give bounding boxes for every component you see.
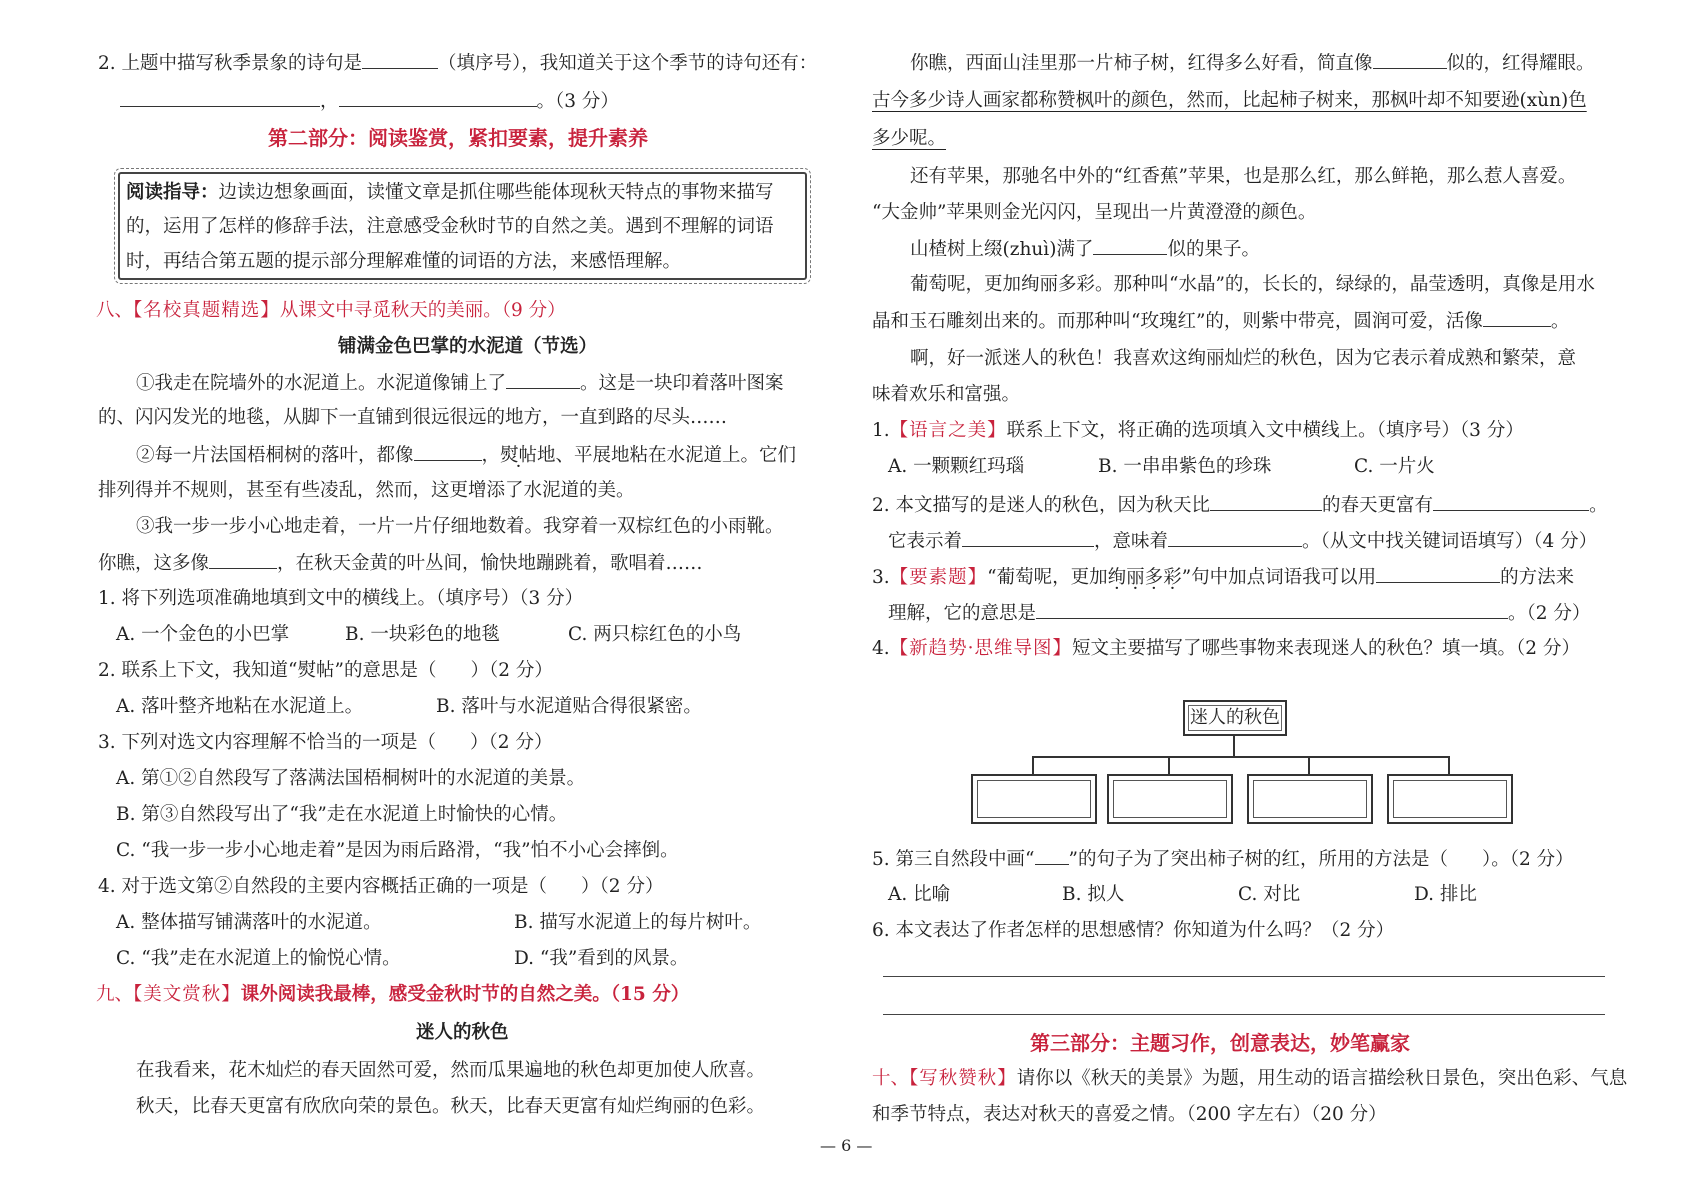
r-p7-line2: 味着欢乐和富强。	[872, 384, 1021, 405]
q8-s3a: 3. 下列对选文内容理解不恰当的一项是（	[98, 732, 437, 753]
r-s3c: 的方法来	[1500, 567, 1575, 588]
r-s5-opt-d[interactable]: D. 排比	[1414, 884, 1477, 905]
r-sub2-line1	[872, 492, 1608, 519]
r-s2b: 的春天更富有	[1322, 495, 1434, 516]
r-p3-underlined: 古今多少诗人画家都称赞枫叶的颜色，然而，比起柿子树来，那枫叶却不知要逊(xùn)色	[872, 90, 1587, 111]
q8-s2b: ）（2 分）	[470, 660, 553, 681]
r-sub4	[872, 636, 1580, 662]
page-number: — 6 —	[820, 1136, 873, 1155]
q8-p2-line1	[136, 442, 796, 469]
mindmap-box-4[interactable]	[1387, 774, 1513, 824]
q2-blank-3[interactable]	[339, 88, 537, 107]
q8-p1b: 。这是一块印着落叶图案	[580, 373, 784, 394]
q8-p3-line1: ③我一步一步小心地走着，一片一片仔细地数着。我穿着一双棕红色的小雨靴。	[136, 516, 784, 537]
q9-p2: 秋天，比春天更富有欣欣向荣的景色。秋天，比春天更富有灿烂绚丽的色彩。	[136, 1096, 766, 1117]
part3-title: 第三部分：主题习作，创意表达，妙笔赢家	[1030, 1031, 1410, 1055]
q8-s3-opt-b[interactable]: B. 第③自然段写出了“我”走在水泥道上时愉快的心情。	[116, 804, 568, 825]
q10-num: 十、	[872, 1068, 910, 1089]
part2-title: 第二部分：阅读鉴赏，紧扣要素，提升素养	[268, 126, 648, 150]
r-s3b: ”句中加点词语我可以用	[1181, 567, 1377, 588]
q8-passage-title: 铺满金色巴掌的水泥道（节选）	[338, 336, 598, 357]
r-s3e: 。（2 分）	[1508, 603, 1591, 624]
r-s2c: 。	[1589, 495, 1608, 516]
q8-p2-keyword: 熨帖	[500, 445, 538, 466]
q10-line1	[872, 1066, 1627, 1092]
q9-text: 课外阅读我最棒，感受金秋时节的自然之美。（15 分）	[240, 984, 690, 1005]
q8-p2a: ②每一片法国梧桐树的落叶，都像	[136, 445, 414, 466]
r-s2d: 它表示着	[888, 531, 963, 552]
q2-text-a: 2. 上题中描写秋季景象的诗句是	[98, 53, 363, 74]
r-sub3-line2	[888, 600, 1590, 627]
q8-s1-opt-b[interactable]: B. 一块彩色的地毯	[345, 624, 500, 645]
guide-line-2: 的，运用了怎样的修辞手法，注意感受金秋时节的自然之美。遇到不理解的词语	[126, 216, 774, 237]
q8-blank-2[interactable]	[414, 442, 482, 461]
q8-s4-opt-d[interactable]: D. “我”看到的风景。	[514, 948, 689, 969]
q9-passage-title: 迷人的秋色	[416, 1022, 509, 1043]
r-s3-blank-1[interactable]	[1376, 564, 1500, 583]
r-s5c: ）。（2 分）	[1481, 849, 1574, 870]
r-s3a: “葡萄呢，更加	[987, 567, 1108, 588]
mindmap-branch-2	[1168, 756, 1170, 774]
r-s4-text: 短文主要描写了哪些事物来表现迷人的秋色？填一填。（2 分）	[1072, 638, 1580, 659]
r-p3-line1	[910, 50, 1595, 77]
r-s1-text: 联系上下文，将正确的选项填入文中横线上。（填序号）（3 分）	[1006, 420, 1524, 441]
r-s3d: 理解，它的意思是	[888, 603, 1037, 624]
r-sub6: 6. 本文表达了作者怎样的思想感情？你知道为什么吗？（2 分）	[872, 920, 1395, 941]
r-s1-opt-b[interactable]: B. 一串串紫色的珍珠	[1098, 456, 1272, 477]
r-s1-num: 1.	[872, 420, 890, 441]
q8-s4-opt-b[interactable]: B. 描写水泥道上的每片树叶。	[514, 912, 762, 933]
r-p5	[910, 236, 1260, 263]
r-p6-line2	[872, 308, 1569, 335]
r-s2a: 2. 本文描写的是迷人的秋色，因为秋天比	[872, 495, 1211, 516]
r-s2-blank-3[interactable]	[962, 528, 1094, 547]
q8-p2b: ，	[481, 445, 501, 466]
q8-s3-opt-a[interactable]: A. 第①②自然段写了落满法国梧桐树叶的水泥道的美景。	[116, 768, 586, 789]
r-sub3-line1	[872, 564, 1574, 591]
q8-sub3	[98, 730, 552, 756]
r-blank-2[interactable]	[1093, 236, 1167, 255]
q8-p2d: 地、平展地粘在水泥道上。它们	[537, 445, 797, 466]
guide-text-1: 边读边想象画面，读懂文章是抓住哪些能体现秋天特点的事物来描写	[218, 182, 774, 203]
r-s1-opt-c[interactable]: C. 一片火	[1354, 456, 1435, 477]
r-s3-dotted-4: 彩	[1163, 567, 1182, 588]
q8-sub4	[98, 874, 663, 900]
q2-text-b: （填序号），我知道关于这个季节的诗句还有：	[438, 53, 818, 74]
q2-blank-2[interactable]	[120, 88, 320, 107]
r-s2-blank-4[interactable]	[1168, 528, 1302, 547]
q8-tag: 【名校真题精选】	[133, 300, 280, 321]
q8-p3b: 你瞧，这多像	[98, 553, 210, 574]
r-s4-num: 4.	[872, 638, 890, 659]
r-blank-3[interactable]	[1483, 308, 1551, 327]
guide-label: 阅读指导：	[126, 182, 219, 203]
mindmap-stem	[1233, 736, 1235, 756]
r-s1-tag: 【语言之美】	[889, 420, 1007, 441]
r-p6-line1: 葡萄呢，更加绚丽多彩。那种叫“水晶”的，长长的，绿绿的，晶莹透明，真像是用水	[910, 274, 1595, 295]
r-s3-tag: 【要素题】	[889, 567, 988, 588]
q8-sub2	[98, 658, 553, 684]
q8-s2-opt-a[interactable]: A. 落叶整齐地粘在水泥道上。	[116, 696, 364, 717]
r-s5a: 5. 第三自然段中画“	[872, 849, 1035, 870]
guide-line-3: 时，再结合第五题的提示部分理解难懂的词语的方法，来感悟理解。	[126, 251, 682, 272]
r-p6b: 晶和玉石雕刻出来的。而那种叫“玫瑰红”的，则紫中带亮，圆润可爱，活像	[872, 311, 1483, 332]
r-p3b: 似的，红得耀眼。	[1446, 53, 1595, 74]
r-s2-blank-1[interactable]	[1210, 492, 1322, 511]
r-s5-mark	[1035, 846, 1069, 865]
r-s5-opt-b[interactable]: B. 拟人	[1062, 884, 1125, 905]
q10-text-a: 请你以《秋天的美景》为题，用生动的语言描绘秋日景色，突出色彩、气息	[1016, 1068, 1628, 1089]
r-s2-blank-2[interactable]	[1433, 492, 1589, 511]
q8-s1-opt-c[interactable]: C. 两只棕红色的小鸟	[568, 624, 742, 645]
q8-s3b: ）（2 分）	[470, 732, 553, 753]
q2-end: 。（3 分）	[536, 91, 619, 112]
q8-s4-opt-a[interactable]: A. 整体描写铺满落叶的水泥道。	[116, 912, 382, 933]
guide-line-1	[126, 180, 774, 206]
q8-s4-opt-c[interactable]: C. “我”走在水泥道上的愉悦心情。	[116, 948, 401, 969]
mindmap-branch-4	[1448, 756, 1450, 774]
r-s3-dotted-1: 绚	[1107, 567, 1127, 588]
q8-s4b: ）（2 分）	[581, 876, 664, 897]
r-sub1	[872, 418, 1524, 444]
q8-p2-line2: 排列得并不规则，甚至有些凌乱，然而，这更增添了水泥道的美。	[98, 480, 635, 501]
r-s3-dotted-2: 丽	[1126, 567, 1145, 588]
q8-p1-line2: 的、闪闪发光的地毯，从脚下一直铺到很远很远的地方，一直到路的尽头……	[98, 407, 728, 428]
q2-line2	[120, 88, 619, 115]
q8-s2a: 2. 联系上下文，我知道“熨帖”的意思是（	[98, 660, 437, 681]
q8-s3-opt-c[interactable]: C. “我一步一步小心地走着”是因为雨后路滑，“我”怕不小心会摔倒。	[116, 840, 679, 861]
mindmap-root: 迷人的秋色	[1183, 700, 1287, 736]
mindmap-box-3[interactable]	[1247, 774, 1373, 824]
q10-line2: 和季节特点，表达对秋天的喜爱之情。（200 字左右）（20 分）	[872, 1104, 1387, 1125]
q2-blank-1[interactable]	[362, 50, 438, 69]
r-s3-num: 3.	[872, 567, 890, 588]
q8-s2-opt-b[interactable]: B. 落叶与水泥道贴合得很紧密。	[436, 696, 702, 717]
mindmap-bar	[1032, 756, 1450, 758]
q9-heading	[96, 982, 689, 1008]
q8-sub1: 1. 将下列选项准确地填到文中的横线上。（填序号）（3 分）	[98, 588, 584, 609]
r-s4-tag: 【新趋势·思维导图】	[889, 638, 1073, 659]
q8-s4a: 4. 对于选文第②自然段的主要内容概括正确的一项是（	[98, 876, 548, 897]
r-p6c: 。	[1550, 311, 1570, 332]
q2-sep: ，	[320, 91, 339, 112]
q2-line1	[98, 50, 817, 77]
r-s5-opt-c[interactable]: C. 对比	[1238, 884, 1301, 905]
r-sub2-line2	[888, 528, 1597, 555]
r-p5a: 山楂树上缀(zhuì)满了	[910, 239, 1094, 260]
q9-num: 九、	[96, 984, 134, 1005]
q9-tag: 【美文赏秋】	[133, 984, 241, 1005]
r-p4-line1: 还有苹果，那驰名中外的“红香蕉”苹果，也是那么红，那么鲜艳，那么惹人喜爱。	[910, 166, 1577, 187]
q8-p3-line2	[98, 550, 703, 577]
r-s5b: ”的句子为了突出柿子树的红，所用的方法是（	[1068, 849, 1448, 870]
q10-tag: 【写秋赞秋】	[909, 1068, 1017, 1089]
r-s1-opt-a[interactable]: A. 一颗颗红玛瑙	[888, 456, 1025, 477]
q8-blank-1[interactable]	[506, 370, 580, 389]
q9-p1: 在我看来，花木灿烂的春天固然可爱，然而瓜果遍地的秋色却更加使人欣喜。	[136, 1060, 766, 1081]
r-p3-end: 多少呢。	[872, 128, 947, 149]
r-s2e: ，意味着	[1094, 531, 1169, 552]
q8-heading	[96, 298, 566, 324]
r-s2f: 。（从文中找关键词语填写）（4 分）	[1302, 531, 1598, 552]
q6-answer-line-1[interactable]	[883, 976, 1605, 977]
r-sub5	[872, 846, 1574, 873]
q8-s1-opt-a[interactable]: A. 一个金色的小巴掌	[116, 624, 290, 645]
q8-p1a: ①我走在院墙外的水泥道上。水泥道像铺上了	[136, 373, 507, 394]
q8-blank-3[interactable]	[209, 550, 277, 569]
r-blank-1[interactable]	[1373, 50, 1447, 69]
r-s3-dotted-3: 多	[1144, 567, 1164, 588]
r-p4-line2: “大金帅”苹果则金光闪闪，呈现出一片黄澄澄的颜色。	[872, 202, 1317, 223]
q8-text: 从课文中寻觅秋天的美丽。（9 分）	[279, 300, 566, 321]
mindmap-box-1[interactable]	[971, 774, 1097, 824]
q8-num: 八、	[96, 300, 134, 321]
mindmap-box-2[interactable]	[1107, 774, 1233, 824]
mindmap-branch-3	[1308, 756, 1310, 774]
r-s3-blank-2[interactable]	[1036, 600, 1508, 619]
r-p5b: 似的果子。	[1167, 239, 1260, 260]
q8-p3c: ，在秋天金黄的叶丛间，愉快地蹦跳着，歌唱着……	[277, 553, 703, 574]
mindmap-branch-1	[1032, 756, 1034, 774]
q6-answer-line-2[interactable]	[883, 1014, 1605, 1015]
r-p7-line1: 啊，好一派迷人的秋色！我喜欢这绚丽灿烂的秋色，因为它表示着成熟和繁荣，意	[910, 348, 1577, 369]
r-s5-opt-a[interactable]: A. 比喻	[888, 884, 951, 905]
q8-p1-line1	[136, 370, 784, 397]
r-p3a: 你瞧，西面山洼里那一片柿子树，红得多么好看，简直像	[910, 53, 1373, 74]
